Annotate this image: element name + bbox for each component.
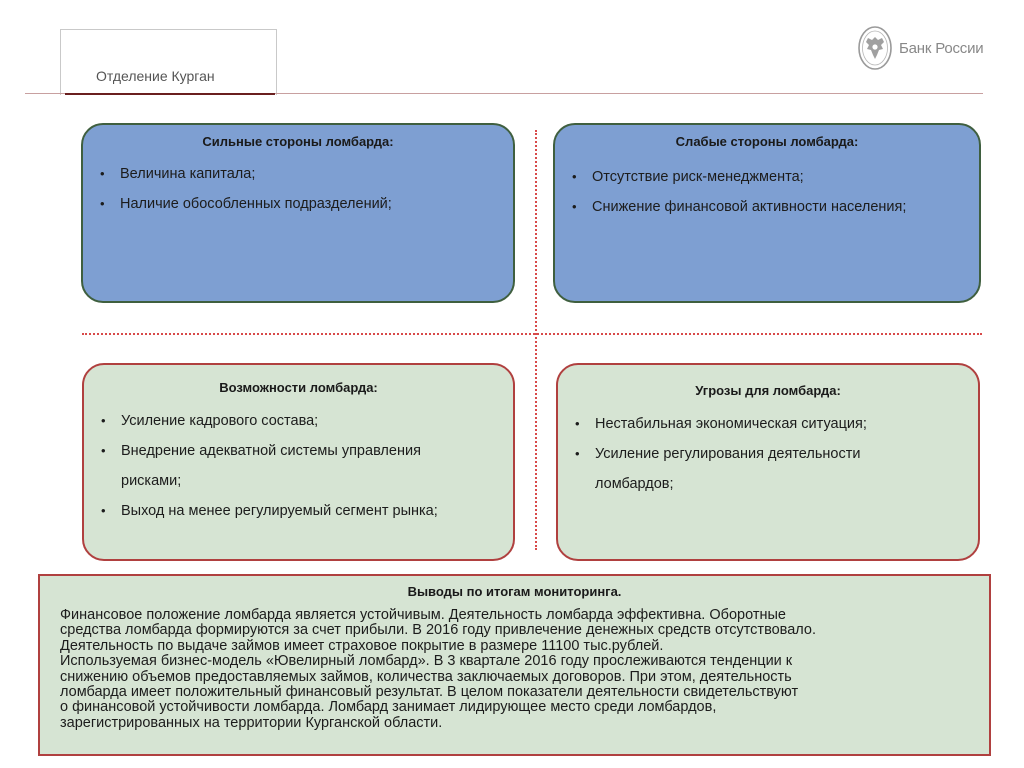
- list-item: • Величина капитала;: [83, 159, 513, 189]
- threats-box: [556, 363, 980, 561]
- list-item: • Нестабильная экономическая ситуация;: [558, 409, 918, 439]
- bank-emblem-icon: [857, 25, 893, 71]
- list-item: • Отсутствие риск-менеджмента;: [555, 162, 979, 192]
- weaknesses-title: Слабые стороны ломбарда:: [675, 134, 859, 149]
- conclusion-line: снижению объемов предоставляемых займов, количества заключаемых договоров. При этом, деятельность: [60, 668, 792, 685]
- threats-title: Угрозы для ломбарда:: [695, 383, 841, 398]
- conclusion-box: [38, 574, 991, 756]
- logo-text: Банк России: [899, 39, 984, 57]
- conclusion-line: Используемая бизнес-модель «Ювелирный ломбард». В 3 квартале 2016 году прослеживаются тенденции к: [60, 653, 793, 670]
- list-item: • Усиление регулирования деятельности ломбардов;: [558, 439, 918, 499]
- strengths-box: [81, 123, 515, 303]
- conclusion-line: ломбарда имеет положительный финансовый результат. В целом показатели деятельности свидетельствуют: [60, 684, 799, 701]
- list-item: • Выход на менее регулируемый сегмент рынка;: [84, 496, 464, 526]
- conclusion-line: средства ломбарда формируются за счет прибыли. В 2016 году привлечение денежных средств отсутствовало.: [60, 622, 816, 639]
- strengths-list: [83, 159, 513, 219]
- opportunities-box: [82, 363, 515, 561]
- page-title: Отделение Курган: [96, 68, 215, 84]
- conclusion-line: зарегистрированных на территории Курганской области.: [60, 714, 443, 731]
- conclusion-title: Выводы по итогам мониторинга.: [407, 584, 622, 599]
- header-frame: [60, 29, 277, 95]
- opportunities-title: Возможности ломбарда:: [219, 380, 378, 395]
- list-item: • Снижение финансовой активности населения;: [555, 192, 979, 222]
- conclusion-line: о финансовой устойчивости ломбарда. Ломбард занимает лидирующее место среди ломбардов,: [60, 699, 717, 716]
- threats-list: [558, 409, 918, 499]
- conclusion-text: [60, 608, 965, 731]
- conclusion-line: Финансовое положение ломбарда является устойчивым. Деятельность ломбарда эффективна. Оборотные: [60, 607, 786, 623]
- opportunities-list: [84, 406, 464, 526]
- list-item: • Усиление кадрового состава;: [84, 406, 464, 436]
- weaknesses-box: [553, 123, 981, 303]
- quadrant-divider-vertical: [535, 130, 537, 550]
- strengths-title: Сильные стороны ломбарда:: [202, 134, 394, 149]
- quadrant-divider-horizontal: [82, 333, 982, 335]
- header-divider-accent: [65, 93, 275, 95]
- list-item: • Наличие обособленных подразделений;: [83, 189, 513, 219]
- bank-logo: [857, 25, 983, 71]
- weaknesses-list: [555, 162, 979, 222]
- conclusion-line: Деятельность по выдаче займов имеет страховое покрытие в размере 11100 тыс.рублей.: [60, 637, 664, 654]
- list-item: • Внедрение адекватной системы управления рисками;: [84, 436, 464, 496]
